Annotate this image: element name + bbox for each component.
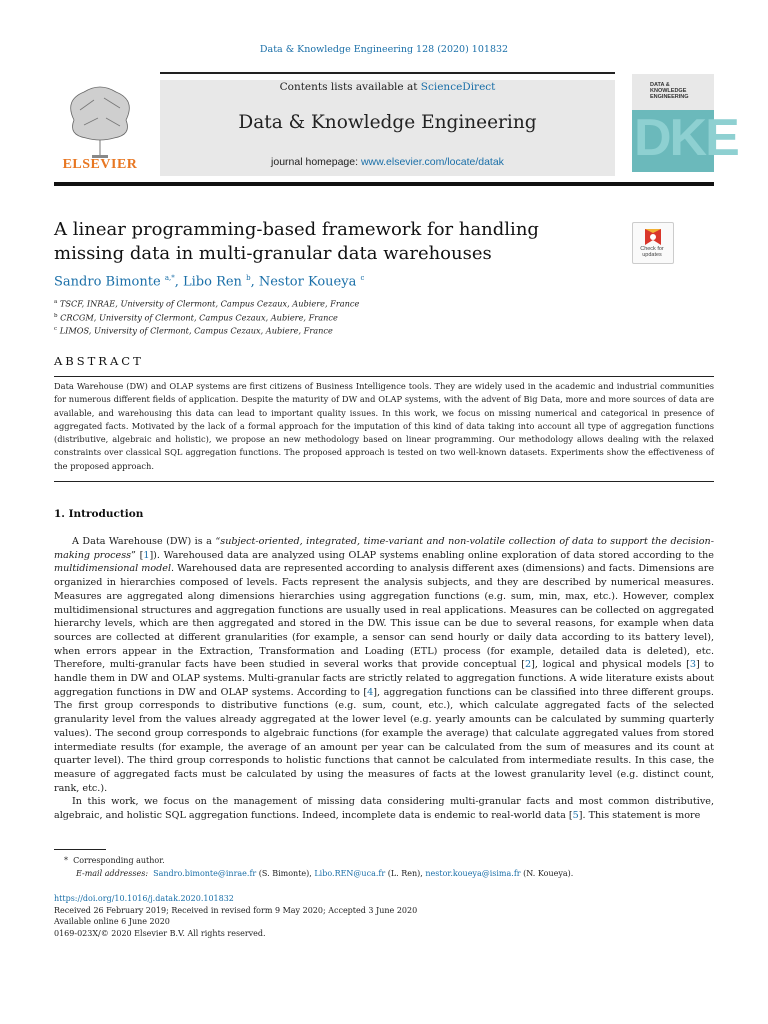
introduction-body <box>54 535 714 823</box>
abstract-heading: ABSTRACT <box>54 354 144 368</box>
author-affil-marker[interactable]: b <box>246 274 251 282</box>
citation-ref[interactable]: 2 <box>525 659 532 671</box>
contents-available-line <box>160 81 615 93</box>
cover-acronym: DKE <box>634 109 738 167</box>
citation-ref[interactable]: 5 <box>572 810 579 822</box>
affiliations <box>54 296 359 337</box>
author-affil-marker[interactable]: a,* <box>164 274 175 282</box>
abstract-bottom-rule <box>54 481 714 482</box>
journal-homepage-link[interactable]: www.elsevier.com/locate/datak <box>360 156 504 168</box>
author-affil-marker[interactable]: c <box>360 274 365 282</box>
article-footer <box>54 893 714 939</box>
affiliation-text: LIMOS, University of Clermont, Campus Cezaux, Aubiere, France <box>59 326 333 337</box>
text-run: A Data Warehouse (DW) is a “ <box>72 536 221 547</box>
author-name[interactable]: Sandro Bimonte <box>54 274 161 290</box>
email-link[interactable]: Libo.REN@uca.fr <box>314 869 386 878</box>
cover-title: DATA & KNOWLEDGE ENGINEERING <box>650 82 689 100</box>
check-for-updates-label: Check for updates <box>640 246 664 258</box>
author-separator: , <box>174 274 183 290</box>
footnotes <box>54 854 714 880</box>
author-name[interactable]: Nestor Koueya <box>258 274 357 290</box>
email-owner: (S. Bimonte), <box>258 869 312 878</box>
citation-ref[interactable]: 3 <box>689 659 696 671</box>
doi-link[interactable]: https://doi.org/10.1016/j.datak.2020.101832 <box>54 894 234 903</box>
email-link[interactable]: nestor.koueya@isima.fr <box>425 869 521 878</box>
contents-prefix: Contents lists available at <box>279 81 421 93</box>
email-label: E-mail addresses: <box>76 869 149 878</box>
affiliation-text: CRCGM, University of Clermont, Campus Cezaux, Aubiere, France <box>60 312 338 323</box>
citation-ref[interactable]: 4 <box>367 686 374 698</box>
affiliation-line <box>54 323 359 337</box>
footnote-mark: * <box>64 856 68 865</box>
text-run: ]). Warehoused data are analyzed using OLAP systems enabling online exploration of data stored according to the <box>149 549 714 561</box>
author-list <box>54 274 364 289</box>
text-run: ] to handle them in DW and OLAP systems. Multi-granular facts are strictly related to aggregation functions. A wide literature exists about aggregation functions in DW and OLAP systems. According to [ <box>54 659 714 698</box>
email-owner: (N. Koueya). <box>523 869 574 878</box>
journal-homepage-line <box>160 156 615 168</box>
affiliation-marker: c <box>54 326 58 333</box>
footnote-text: Corresponding author. <box>73 856 165 865</box>
header-top-rule <box>160 72 615 74</box>
elsevier-wordmark: ELSEVIER <box>62 157 138 172</box>
citation-ref[interactable]: 1 <box>143 549 150 561</box>
corresponding-author-note <box>54 854 714 867</box>
email-link[interactable]: Sandro.bimonte@inrae.fr <box>153 869 257 878</box>
section-heading-introduction: 1. Introduction <box>54 508 144 520</box>
text-run: ], aggregation functions can be classified into three different groups. The first group corresponds to distributive functions (e.g. sum, count, etc.), which calculate aggregated facts of the selected granularity level from the values already aggregated at the lower level (e.g. yearly amounts can be calculated by summing quarterly values). The second group corresponds to algebraic functions (for example the average) that calculate aggregated values from stored intermediate results (for example, the average of an amount per year can be calculated from the sum of measures and its count at quarter level). The third group corresponds to holistic functions that cannot be calculated from intermediate results. In this case, the measure of aggregated facts must be calculated by using the measures of facts at the lowest granularity level (e.g. distinct count, rank, etc.). <box>54 686 714 794</box>
affiliation-marker: b <box>54 312 58 319</box>
dw-definition-quote: subject-oriented, integrated, time-variant and non-volatile collection of data to support the decision-making process <box>54 536 714 561</box>
journal-name: Data & Knowledge Engineering <box>238 112 537 133</box>
author-name[interactable]: Libo Ren <box>183 274 242 290</box>
journal-cover-thumbnail[interactable] <box>632 74 738 172</box>
copyright-line: 0169-023X/© 2020 Elsevier B.V. All rights reserved. <box>54 928 266 938</box>
text-run: ” [ <box>131 549 144 561</box>
journal-citation[interactable]: Data & Knowledge Engineering 128 (2020) 101832 <box>259 44 509 55</box>
sciencedirect-link[interactable]: ScienceDirect <box>420 81 496 93</box>
email-addresses-note <box>54 867 714 880</box>
received-dates: Received 26 February 2019; Received in revised form 9 May 2020; Accepted 3 June 2020 <box>54 905 418 915</box>
text-run: In this work, we focus on the management of missing data considering multi-granular facts and most common distributive, algebraic, and holistic SQL aggregation functions. Indeed, incomplete data is endemic to real-world data [ <box>54 796 714 822</box>
header-thick-rule <box>54 182 714 186</box>
abstract-text: Data Warehouse (DW) and OLAP systems are first citizens of Business Intelligence tools. They are widely used in the academic and industrial communities for numerous different fields of application. Despite the maturity of DW and OLAP systems, with the advent of Big Data, more and more sources of data are available, and warehousing this data can lead to important quality issues. In this work, we focus on missing numerical and categorical in presence of aggregated facts. Motivated by the lack of a formal approach for the imputation of this kind of data taking into account all type of aggregation functions (distributive, algebraic and holistic), we propose an new methodology based on linear programming. Our methodology allows dealing with the relaxed constraints over classical SQL aggregation functions. The proposed approach is tested on two well-known datasets. Experiments show the effectiveness of the proposed approach. <box>54 381 714 471</box>
abstract-top-rule <box>54 376 714 377</box>
article-title: A linear programming-based framework for handling missing data in multi-granular data warehouses <box>54 219 539 264</box>
affiliation-line <box>54 310 359 324</box>
footnote-rule <box>54 849 106 850</box>
emphasis-term: multidimensional model <box>54 563 172 575</box>
affiliation-marker: a <box>54 299 58 305</box>
text-run: . Warehoused data are represented according to analysis different axes (dimensions) and facts. Dimensions are organized in hierarchies composed of levels. Facts represent the analysis subjects, and they are described by numerical measures. Measures are aggregated along dimensions hierarchies using aggregation functions (e.g. sum, min, max, etc.). However, complex multidimensional structures and aggregation functions are usually used in real applications. Measures can be collected on aggregated hierarchy levels, which are then aggregated and stored in the DW. This issue can be due to several reasons, for example when data sources are collected at different granularities (for example, a sensor can send hourly or daily data according to its battery level), when errors appear in the Extraction, Transformation and Loading (ETL) process (for example, detailed data is deleted), etc. Therefore, multi-granular facts have been studied in several works that provide conceptual [ <box>54 563 714 671</box>
text-run: ], logical and physical models [ <box>531 659 690 671</box>
available-online-date: Available online 6 June 2020 <box>54 917 170 926</box>
intro-paragraph <box>54 535 714 795</box>
text-run: ]. This statement is more <box>578 810 701 822</box>
affiliation-line <box>54 296 359 310</box>
intro-paragraph <box>54 795 714 822</box>
affiliation-text: TSCF, INRAE, University of Clermont, Campus Cezaux, Aubiere, France <box>59 298 360 309</box>
homepage-prefix: journal homepage: <box>271 156 361 168</box>
author-separator: , <box>250 274 259 290</box>
email-owner: (L. Ren), <box>387 869 423 878</box>
